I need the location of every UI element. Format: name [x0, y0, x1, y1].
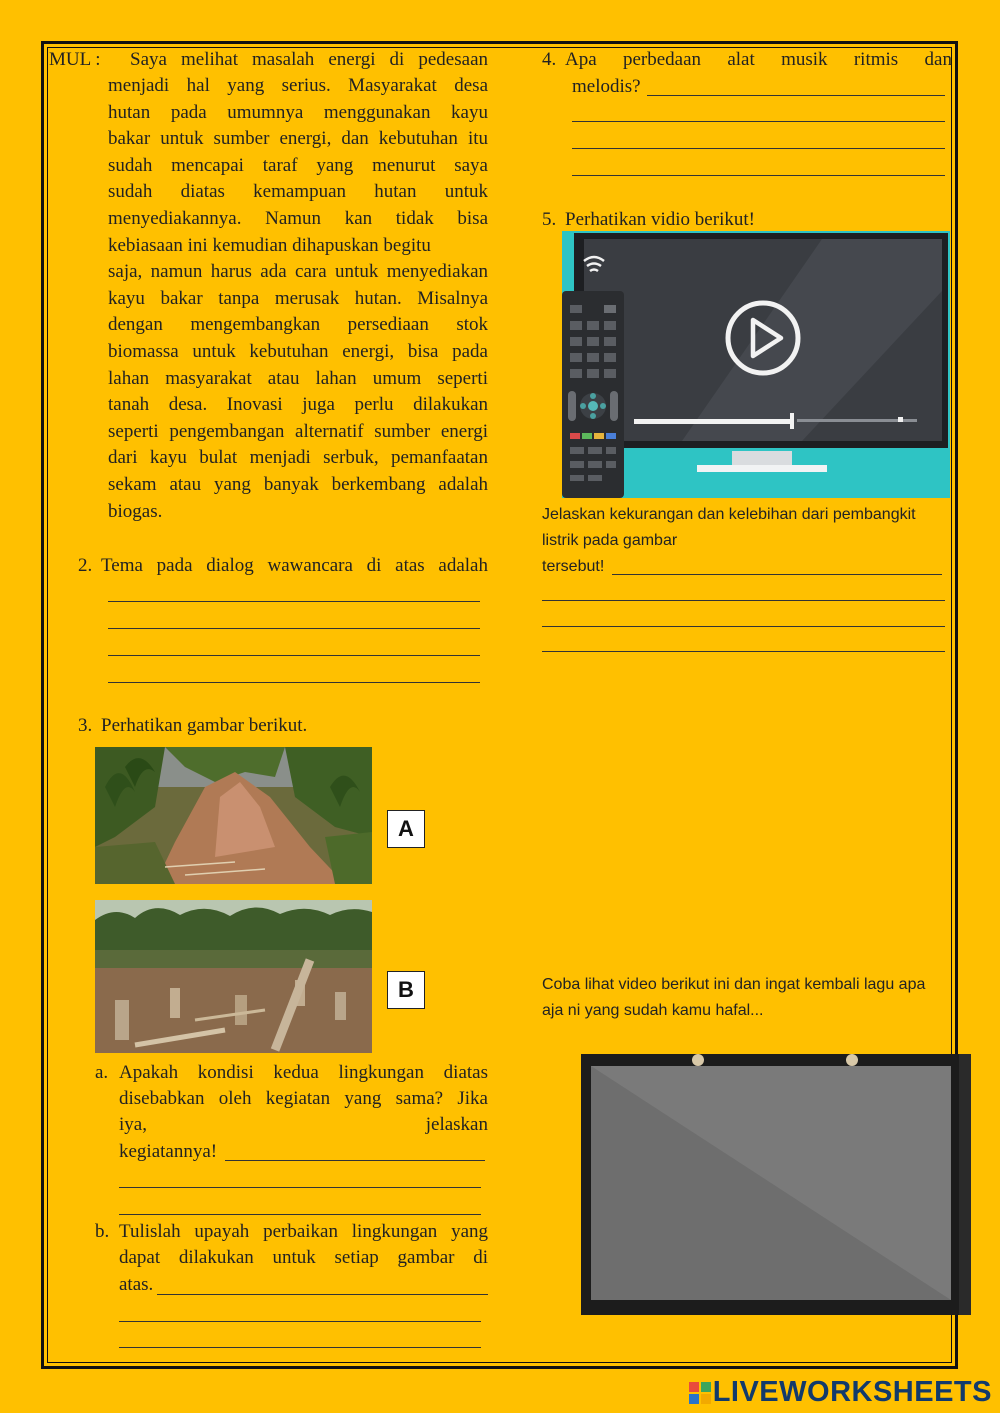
- q5-instruction-line-1: Jelaskan kekurangan dan kelebihan dari pembangkit: [542, 506, 916, 523]
- video-player-2[interactable]: [581, 1054, 971, 1315]
- q5-instruction-line-2: listrik pada gambar: [542, 532, 678, 549]
- q4-word: ritmis: [853, 49, 899, 70]
- q3-number: 3.: [78, 715, 93, 736]
- q5-number: 5.: [542, 209, 557, 230]
- interview-line: bakar untuk sumber energi, dan kebutuhan itu: [108, 128, 488, 150]
- q5-instruction-last: tersebut!: [542, 558, 605, 575]
- q3a-line-2: disebabkan oleh kegiatan yang sama? Jika: [119, 1088, 488, 1109]
- interview-line: kayu bakar tanpa merusak hutan. Misalnya: [108, 287, 488, 309]
- q3b-answer-line-2[interactable]: [119, 1321, 481, 1322]
- interview-line: sekam atau yang banyak berkembang adalah: [108, 474, 488, 495]
- q4-word: musik: [781, 49, 828, 70]
- interview-line: tanah desa. Inovasi juga perlu dilakukan: [108, 394, 488, 416]
- tv-remote: [562, 291, 624, 498]
- q3b-line-1: Tulislah upayah perbaikan lingkungan yang: [119, 1221, 488, 1242]
- q3a-marker: a.: [95, 1062, 109, 1083]
- q2-answer-line-2[interactable]: [108, 628, 480, 629]
- q3b-line-2: dapat dilakukan untuk setiap gambar di: [119, 1247, 488, 1268]
- q4-word: alat: [727, 49, 755, 70]
- q4-answer-line-4[interactable]: [572, 175, 945, 176]
- interview-line: biogas.: [108, 500, 163, 522]
- q3a-answer-line-2[interactable]: [119, 1187, 481, 1188]
- q2-number: 2.: [78, 555, 93, 576]
- q4-number: 4.: [542, 49, 557, 70]
- deforestation-photo: [95, 900, 372, 1053]
- interview-line: dengan mengembangkan persediaan stok: [108, 314, 488, 336]
- interview-line: hutan pada umumnya menggunakan kayu: [108, 101, 488, 123]
- video2-prompt-line-1: Coba lihat video berikut ini dan ingat kembali lagu apa: [542, 976, 926, 993]
- interview-line: kebiasaan ini kemudian dihapuskan begitu: [108, 234, 431, 256]
- interview-line: menjadi hal yang serius. Masyarakat desa: [108, 75, 488, 96]
- interview-label: MUL :: [49, 49, 101, 70]
- q4-line-2: melodis?: [572, 76, 641, 97]
- q3b-marker: b.: [95, 1221, 110, 1242]
- q5-answer-line-3[interactable]: [542, 626, 945, 627]
- q4-word: perbedaan: [622, 49, 702, 70]
- interview-first-line: Saya melihat masalah energi di pedesaan: [130, 49, 488, 70]
- interview-line: seperti pengembangan alternatif sumber energi: [108, 420, 488, 442]
- q2-answer-line-4[interactable]: [108, 682, 480, 683]
- q5-answer-line-2[interactable]: [542, 600, 945, 601]
- q4-word: dan: [924, 49, 952, 70]
- interview-line: saja, namun harus ada cara untuk menyediakan: [108, 261, 488, 283]
- video2-prompt-line-2: aja ni yang sudah kamu hafal...: [542, 1002, 764, 1019]
- landslide-photo: [95, 747, 372, 884]
- q3b-answer-line-1[interactable]: [157, 1294, 488, 1295]
- q4-answer-line-3[interactable]: [572, 148, 945, 149]
- image-label-a: A: [387, 810, 425, 848]
- interview-line: dari kayu bulat menjadi serbuk, pemanfaatan: [108, 447, 488, 469]
- q3a-jelaskan: jelaskan: [425, 1114, 488, 1135]
- q3a-iya: iya,: [119, 1114, 147, 1135]
- liveworksheets-logo: [689, 1376, 992, 1409]
- liveworksheets-logo-text: LIVEWORKSHEETS: [712, 1376, 992, 1408]
- q4-line-1: [565, 47, 952, 73]
- liveworksheets-logo-icon: [689, 1379, 711, 1401]
- q3b-answer-line-3[interactable]: [119, 1347, 481, 1348]
- q4-answer-line-2[interactable]: [572, 121, 945, 122]
- interview-line: lahan masyarakat atau lahan umum seperti: [108, 367, 488, 389]
- q5-answer-line-1[interactable]: [612, 574, 942, 575]
- q2-text: Tema pada dialog wawancara di atas adalah: [101, 555, 488, 576]
- q5-answer-line-4[interactable]: [542, 651, 945, 652]
- interview-line: sudah mencapai taraf yang menurut saya: [108, 154, 488, 176]
- q3a-answer-line-1[interactable]: [225, 1160, 485, 1161]
- q3-text: Perhatikan gambar berikut.: [101, 715, 308, 736]
- interview-line: sudah diatas kemampuan hutan untuk: [108, 181, 488, 203]
- q3a-line-1: Apakah kondisi kedua lingkungan diatas: [119, 1062, 488, 1083]
- q2-answer-line-3[interactable]: [108, 655, 480, 656]
- q4-answer-line-1[interactable]: [647, 95, 945, 96]
- image-label-b: B: [387, 971, 425, 1009]
- q4-word: Apa: [565, 49, 597, 70]
- interview-line: menyediakannya. Namun kan tidak bisa: [108, 208, 488, 229]
- q2-answer-line-1[interactable]: [108, 601, 480, 602]
- interview-line: biomassa untuk kebutuhan energi, bisa pada: [108, 341, 488, 362]
- q5-text: Perhatikan vidio berikut!: [565, 209, 755, 230]
- q3b-last: atas.: [119, 1274, 154, 1295]
- q3a-last: kegiatannya!: [119, 1141, 218, 1162]
- video-player-1[interactable]: [562, 231, 950, 498]
- q3a-answer-line-3[interactable]: [119, 1214, 481, 1215]
